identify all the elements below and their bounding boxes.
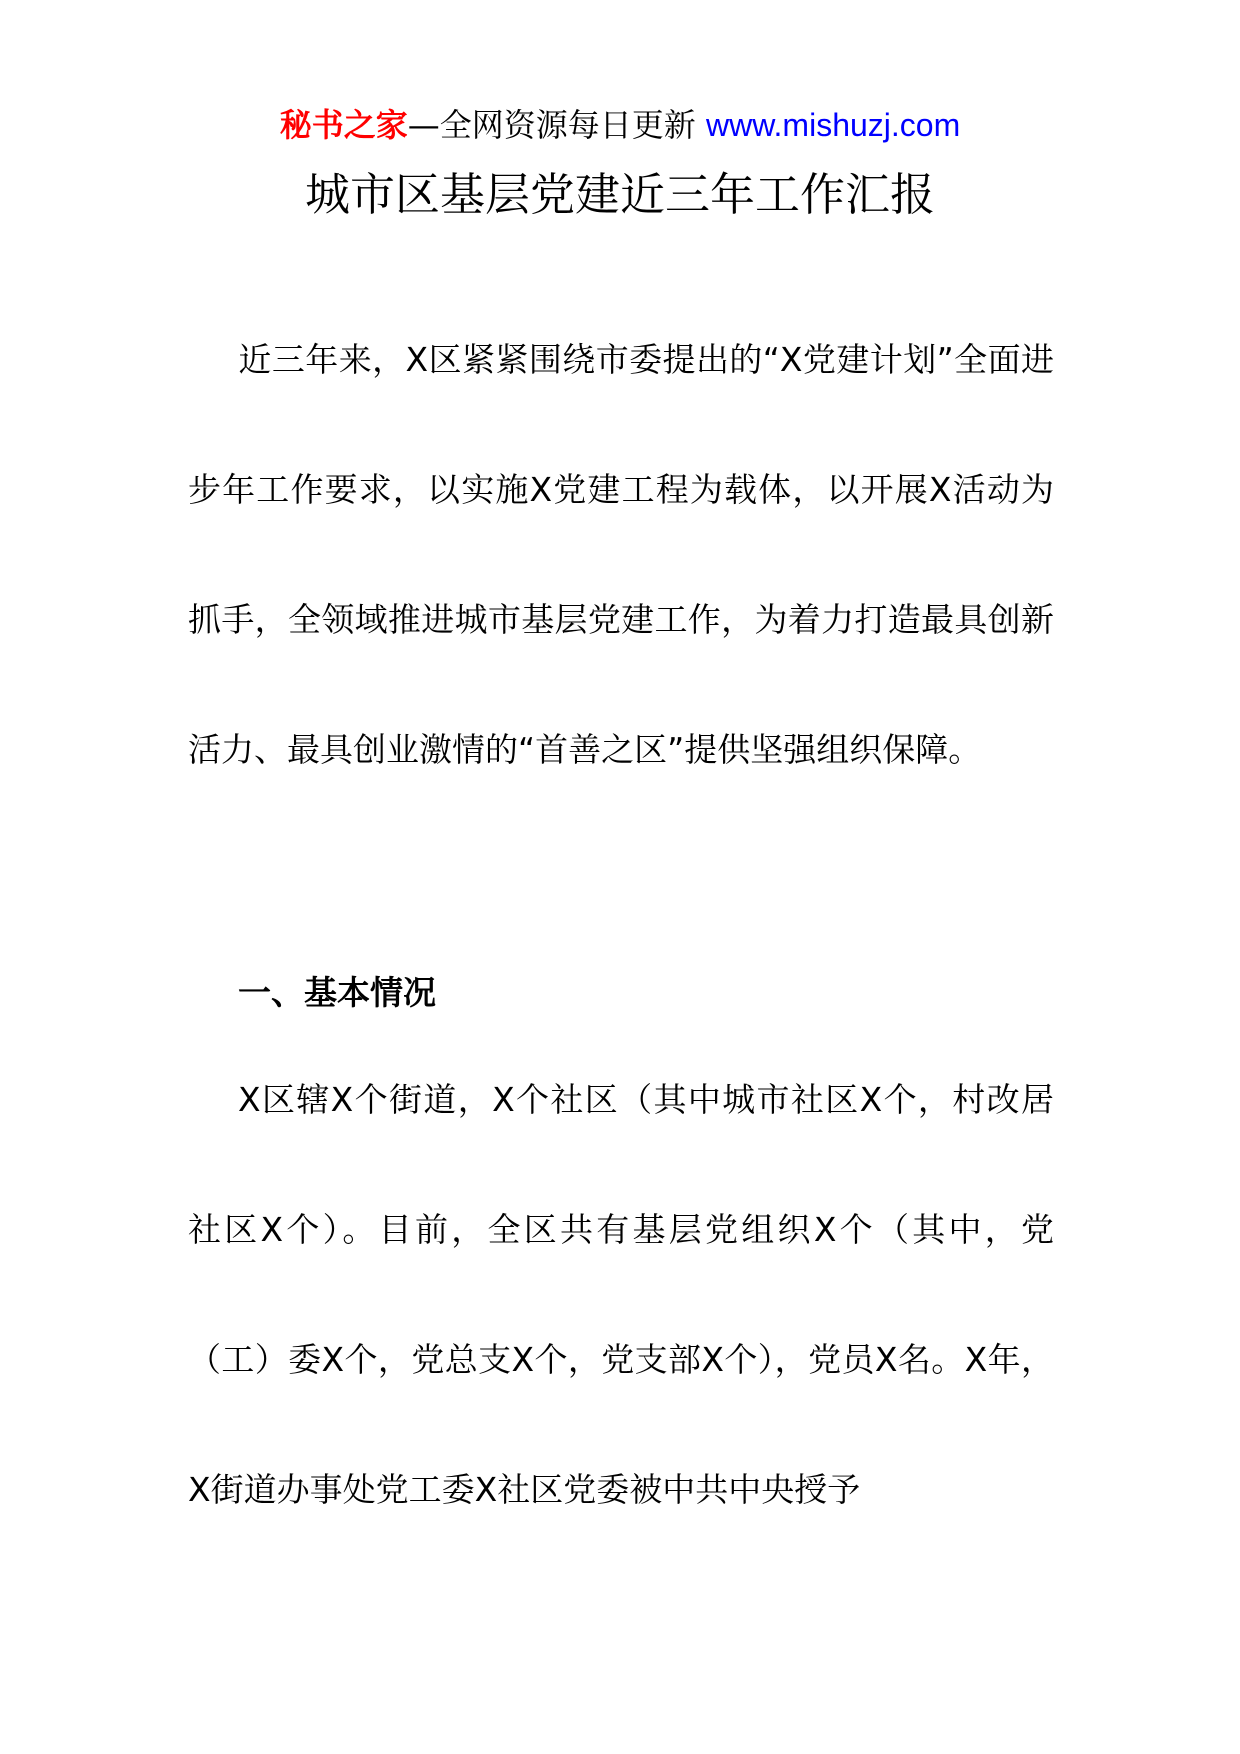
- section-heading-basic-situation: 一、基本情况: [238, 973, 436, 1012]
- intro-paragraph-text: 近三年来，X区紧紧围绕市委提出的“X党建计划”全面进步年工作要求，以实施X党建工程为载体，以开展X活动为抓手，全领域推进城市基层党建工作，为着力打造最具创新活力、最具创业激情的“首善之区”提供坚强组织保障。: [188, 340, 1054, 769]
- site-url-link[interactable]: www.mishuzj.com: [705, 107, 961, 143]
- site-tagline: —全网资源每日更新: [407, 106, 696, 144]
- site-header: [0, 100, 1240, 150]
- document-title: 城市区基层党建近三年工作汇报: [304, 168, 935, 221]
- basic-situation-paragraph-text: X区辖X个街道，X个社区（其中城市社区X个，村改居社区X个）。目前，全区共有基层党组织X个（其中，党（工）委X个，党总支X个，党支部X个），党员X名。X年，X街道办事处党工委X社区党委被中共中央授予: [188, 1080, 1054, 1509]
- intro-paragraph: [188, 295, 1054, 815]
- site-brand: 秘书之家: [279, 106, 408, 144]
- basic-situation-paragraph: [188, 1035, 1054, 1555]
